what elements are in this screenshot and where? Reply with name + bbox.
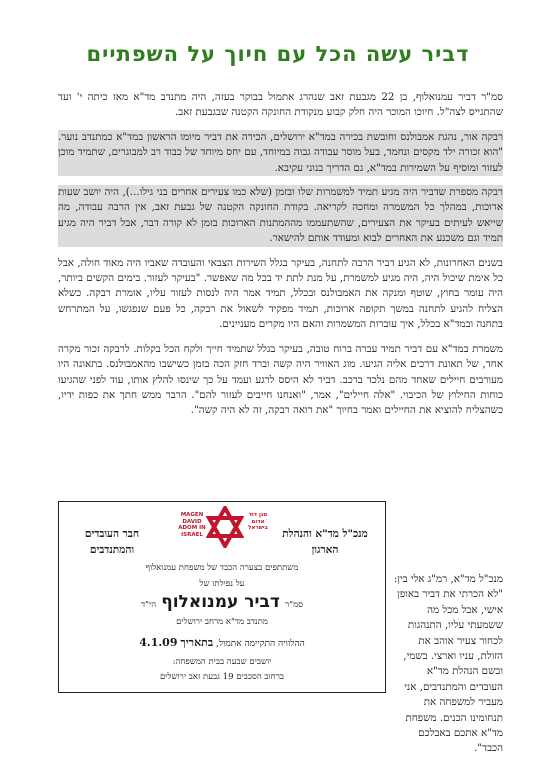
notice-shiva-1: יושבים שבעה בבית המשפחה:	[172, 657, 272, 667]
notice-funeral: ההלוויה התקיימה אתמול,	[216, 639, 305, 649]
paragraph: רבקה מספרת שדביר היה מגיע תמיד למשמרות שלו ובזמן (שלא כמו צעירים אחרים בני גילו...), היה יושב שעות ארוכות, במהלך כל המשמרה ומחכה לקריאה. בקודת החונקה הקטנה של גבעת זאב, אין הרבה עבודה, מה שייאש לעיתים בעיקר את הצעירים, שהשתעממו מההמתנות הארוכות בזמן לא קורה דבר, אבל דביר היה מגיע תמיד וגם משכנע את האחרים לבוא ומעודד אותם להישאר.	[58, 185, 503, 247]
notice-line-2: על נפילתו של	[199, 579, 245, 589]
paragraph: בשנים האחרונות, לא הגיע דביר הרבה לתחנה, בעיקר בגלל השירות הצבאי והעובדה שאביו היה מאוד חולה, אבל כל אימת שיכול היה, היה מגיע למשמרת, על מנת לתת יד בכל מה שאפשר. "בעיקר לעזור. בימים הקשים ביותר, היה עומר בחוץ, שוטף ומנקה את האמבולנס ובכלל, תמיד אמר היה לנסות לעזור עליו, אומרת רבקה. כשלא הצליח להגיע לתחנה במשך תקופה ארוכות, תמיד מפקיד לשאול את רבקה, כל פעם שנפגשו, על המתרחש בתחנה ובמד"א בכלל, איך עוברות המשמרות והאם היו מקרים מעניינים.	[58, 256, 503, 331]
condolence-notice	[58, 501, 386, 693]
notice-line-3: מתנדב מד"א מרחב ירושלים	[176, 617, 268, 627]
closing-paragraph: מנכ"ל מד"א, רמ"ג אלי בין: "לא הכרתי את דביר באופן אישי, אבל מכל מה ששמעתי עליו, התנהגות לכחור צעיר אוהב את הזולת, עניו וארצי. בשמי, ובשם הנהלת מד"א העובדים והמתנדבים, אני מעביר למשפחה את תנחומינו הכנים. משפחת מד"א אתכם באבלכם הכבד".	[393, 573, 503, 755]
star-of-david-icon	[206, 506, 244, 548]
notice-suffix: הי"ד	[141, 600, 157, 610]
notice-shiva-2: ברחוב הסכבים 19 גבעת זאב ירושלים	[159, 672, 284, 682]
notice-right-heading: מנכ"ל מד"א והנהלת הארגון	[282, 528, 368, 556]
notice-date-label: בתאריך	[180, 636, 214, 649]
notice-funeral-line	[67, 636, 377, 649]
notice-name: דביר עמנואלוף	[161, 592, 280, 612]
paragraph: משמרת במד"א עם דביר תמיד עברה ברוח טובה, בעיקר בגלל שתמיד חייך ולקח הכל בקלות. לרבקה זכור מקרה אחד, של תאונת דרכים אליה הגיעו. מוג האוויר היה קשה וברד חזק הכה בזמן כשישבו מהאמבולנס. בתאונה היו מעורבים חיילים שאחד מהם נלכד ברכב. דביר לא היסס לרגע ועמד על כך שינסו להלץ אותו, עוד לפני שהגיעו כוחות החילוץ של הכיבוי. "אלה חיילים", אמר, "ואנחנו חייבים לעזור להם". הרבר ממש חתך את כפות ידיו, כשהצליח להוציא את החיילים ואמר בחיוך "את רואה רבקה, זה לא היה קשה".	[58, 342, 503, 417]
notice-line-1: משתתפים בצערה הכבד של משפחת עמנואלוף	[145, 563, 299, 573]
notice-left-heading: חבר העובדים והמתנדבים	[84, 528, 140, 556]
logo-hebrew-text: מגן דוד אדום בישראל	[248, 512, 268, 531]
notice-rank: סמ"ר	[285, 600, 303, 610]
paragraph: רבקה אור, נהגת אמבולנס וחובשת בכירה במד"א ירושלים, הכירה את דביר מיומו הראשון במד"א כמתנדב נוער. "הוא זכורה ילד מקסים ונחמד, בעל מוסר עבודה גבוה במיוחד, עם יחס מיוחד של כבוד רב למבוגרים, שתמיד מוכן לעזור ומוסיף על השמירות במד"א, גם הדריך בנוני עקיבא.	[58, 130, 503, 176]
logo-english-text: MAGEN DAVID ADOM IN ISRAEL	[178, 512, 206, 538]
paragraph: סמ"ר דביר עמנואלוף, בן 22 מגבעת זאב שנהרג אתמול בבוקר בעזה, היה מתנדב מד"א מאז כיתה י' ועד שהתגייס לצה"ל. חיוכו המוכר היה חלק קבוע מנקודת החונקה הקטנה שבגבעת זאב.	[58, 91, 503, 119]
notice-date: 4.1.09	[139, 636, 178, 649]
article-body	[58, 90, 503, 428]
mda-logo	[177, 506, 273, 550]
article-title: דביר עשה הכל עם חיוך על השפתיים	[86, 42, 470, 66]
notice-deceased-name	[67, 592, 377, 612]
